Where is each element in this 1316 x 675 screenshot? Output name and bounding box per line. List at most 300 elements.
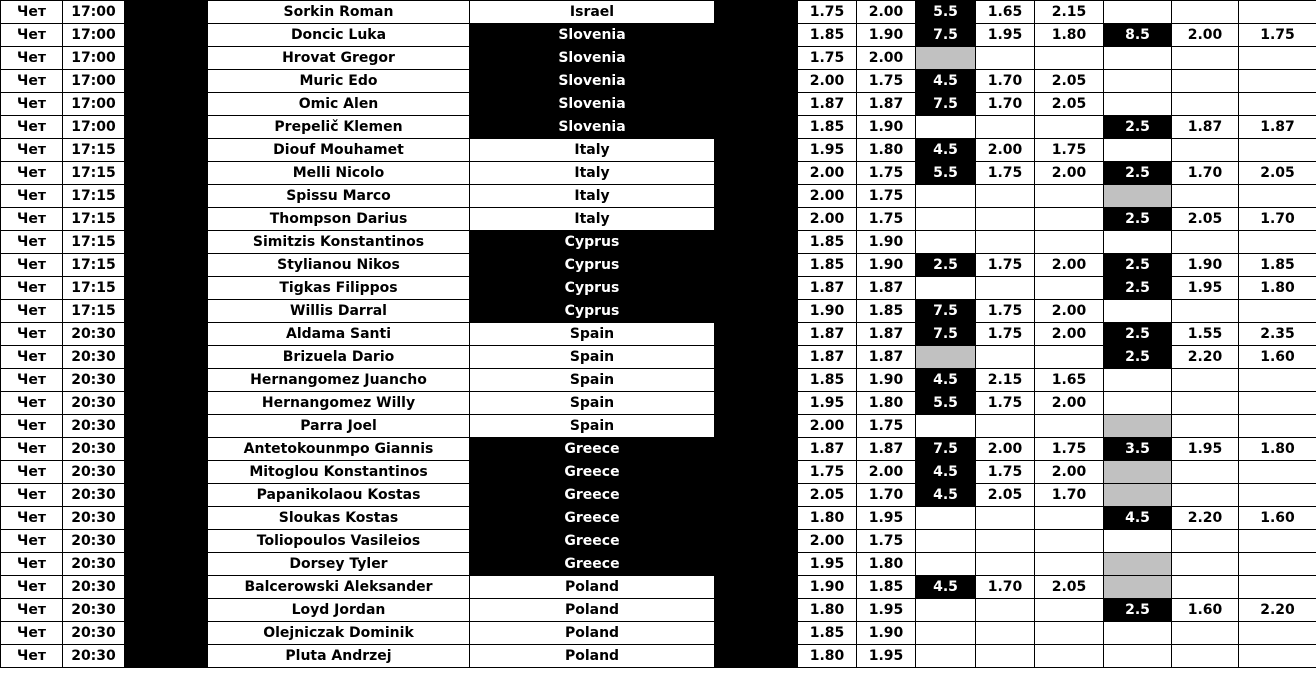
assists-over-odds[interactable]: 1.95 — [1172, 438, 1239, 461]
points-over-odds[interactable]: 1.85 — [798, 622, 857, 645]
points-over-odds[interactable]: 1.85 — [798, 254, 857, 277]
assists-under-odds[interactable]: 1.80 — [1239, 438, 1316, 461]
table-row[interactable] — [1, 116, 1316, 139]
player-name-cell: Mitoglou Konstantinos — [208, 461, 470, 484]
rebounds-under-odds[interactable]: 2.05 — [1035, 93, 1104, 116]
assists-line-cell: 4.5 — [1104, 507, 1172, 530]
rebounds-under-odds[interactable] — [1035, 185, 1104, 208]
table-row[interactable] — [1, 254, 1316, 277]
time-cell: 20:30 — [63, 369, 125, 392]
points-under-odds[interactable]: 1.70 — [857, 484, 916, 507]
assists-under-odds[interactable]: 1.75 — [1239, 24, 1316, 47]
points-over-odds[interactable]: 2.05 — [798, 484, 857, 507]
points-over-odds[interactable]: 1.90 — [798, 576, 857, 599]
rebounds-over-odds[interactable]: 1.75 — [976, 392, 1035, 415]
assists-under-odds[interactable] — [1239, 530, 1316, 553]
country-cell: Greece — [470, 438, 715, 461]
table-row[interactable] — [1, 346, 1316, 369]
points-under-odds[interactable]: 1.87 — [857, 277, 916, 300]
rebounds-line-cell: 7.5 — [916, 300, 976, 323]
table-row[interactable] — [1, 185, 1316, 208]
points-line-cell: 14.5 — [715, 300, 798, 323]
points-under-odds[interactable]: 1.95 — [857, 599, 916, 622]
time-cell: 17:15 — [63, 139, 125, 162]
points-under-odds[interactable]: 1.85 — [857, 576, 916, 599]
assists-line-cell — [1104, 553, 1172, 576]
event-code-cell: 8371 — [125, 599, 208, 622]
rebounds-under-odds[interactable]: 2.00 — [1035, 162, 1104, 185]
points-under-odds[interactable]: 1.90 — [857, 231, 916, 254]
rebounds-over-odds[interactable] — [976, 645, 1035, 668]
table-row[interactable] — [1, 553, 1316, 576]
points-line-cell: 17.5 — [715, 323, 798, 346]
country-cell: Spain — [470, 369, 715, 392]
assists-over-odds[interactable]: 1.87 — [1172, 116, 1239, 139]
rebounds-line-cell: 2.5 — [916, 254, 976, 277]
assists-over-odds[interactable] — [1172, 70, 1239, 93]
country-cell: Slovenia — [470, 93, 715, 116]
assists-under-odds[interactable] — [1239, 139, 1316, 162]
day-cell: Чет — [1, 24, 63, 47]
assists-over-odds[interactable] — [1172, 1, 1239, 24]
country-cell: Spain — [470, 346, 715, 369]
assists-under-odds[interactable] — [1239, 185, 1316, 208]
table-row[interactable] — [1, 1, 1316, 24]
assists-under-odds[interactable] — [1239, 47, 1316, 70]
player-name-cell: Prepelič Klemen — [208, 116, 470, 139]
points-over-odds[interactable]: 1.95 — [798, 392, 857, 415]
assists-over-odds[interactable]: 2.20 — [1172, 346, 1239, 369]
rebounds-over-odds[interactable]: 2.05 — [976, 484, 1035, 507]
day-cell: Чет — [1, 369, 63, 392]
rebounds-over-odds[interactable] — [976, 185, 1035, 208]
assists-under-odds[interactable] — [1239, 622, 1316, 645]
rebounds-over-odds[interactable]: 1.75 — [976, 254, 1035, 277]
rebounds-over-odds[interactable] — [976, 277, 1035, 300]
rebounds-under-odds[interactable] — [1035, 507, 1104, 530]
rebounds-under-odds[interactable] — [1035, 116, 1104, 139]
points-over-odds[interactable]: 1.85 — [798, 116, 857, 139]
assists-over-odds[interactable] — [1172, 185, 1239, 208]
assists-under-odds[interactable] — [1239, 461, 1316, 484]
rebounds-under-odds[interactable]: 2.00 — [1035, 392, 1104, 415]
assists-line-cell: 2.5 — [1104, 599, 1172, 622]
points-under-odds[interactable]: 2.00 — [857, 1, 916, 24]
assists-under-odds[interactable] — [1239, 553, 1316, 576]
assists-over-odds[interactable] — [1172, 530, 1239, 553]
points-over-odds[interactable]: 1.87 — [798, 93, 857, 116]
points-over-odds[interactable]: 1.75 — [798, 47, 857, 70]
rebounds-over-odds[interactable]: 2.00 — [976, 438, 1035, 461]
assists-under-odds[interactable] — [1239, 369, 1316, 392]
points-over-odds[interactable]: 1.75 — [798, 461, 857, 484]
assists-line-cell — [1104, 645, 1172, 668]
assists-line-cell: 2.5 — [1104, 277, 1172, 300]
points-line-cell: 8.5 — [715, 576, 798, 599]
assists-line-cell — [1104, 93, 1172, 116]
player-name-cell: Tigkas Filippos — [208, 277, 470, 300]
table-row[interactable] — [1, 461, 1316, 484]
event-code-cell: 8345 — [125, 24, 208, 47]
time-cell: 17:00 — [63, 47, 125, 70]
points-under-odds[interactable]: 1.87 — [857, 346, 916, 369]
day-cell: Чет — [1, 645, 63, 668]
points-under-odds[interactable]: 2.00 — [857, 461, 916, 484]
assists-over-odds[interactable] — [1172, 461, 1239, 484]
table-row[interactable] — [1, 392, 1316, 415]
time-cell: 20:30 — [63, 507, 125, 530]
rebounds-under-odds[interactable] — [1035, 47, 1104, 70]
assists-under-odds[interactable] — [1239, 415, 1316, 438]
table-row[interactable] — [1, 70, 1316, 93]
country-cell: Slovenia — [470, 70, 715, 93]
rebounds-over-odds[interactable] — [976, 231, 1035, 254]
points-under-odds[interactable]: 1.75 — [857, 208, 916, 231]
assists-over-odds[interactable] — [1172, 139, 1239, 162]
event-code-cell: 8373 — [125, 645, 208, 668]
assists-under-odds[interactable] — [1239, 93, 1316, 116]
assists-over-odds[interactable] — [1172, 369, 1239, 392]
rebounds-line-cell — [916, 47, 976, 70]
time-cell: 17:15 — [63, 300, 125, 323]
time-cell: 17:00 — [63, 93, 125, 116]
rebounds-under-odds[interactable]: 2.00 — [1035, 254, 1104, 277]
points-over-odds[interactable]: 1.85 — [798, 231, 857, 254]
rebounds-line-cell — [916, 116, 976, 139]
rebounds-under-odds[interactable]: 2.00 — [1035, 323, 1104, 346]
points-under-odds[interactable]: 1.80 — [857, 553, 916, 576]
table-row[interactable] — [1, 93, 1316, 116]
table-row[interactable] — [1, 507, 1316, 530]
player-name-cell: Aldama Santi — [208, 323, 470, 346]
points-under-odds[interactable]: 1.95 — [857, 645, 916, 668]
points-line-cell: 10.5 — [715, 346, 798, 369]
points-under-odds[interactable]: 1.75 — [857, 530, 916, 553]
points-line-cell: 6.5 — [715, 622, 798, 645]
points-line-cell: 9.5 — [715, 507, 798, 530]
assists-under-odds[interactable] — [1239, 231, 1316, 254]
table-row[interactable] — [1, 24, 1316, 47]
assists-over-odds[interactable] — [1172, 392, 1239, 415]
rebounds-over-odds[interactable]: 1.95 — [976, 24, 1035, 47]
table-row[interactable] — [1, 438, 1316, 461]
points-under-odds[interactable]: 1.87 — [857, 93, 916, 116]
rebounds-over-odds[interactable] — [976, 346, 1035, 369]
rebounds-over-odds[interactable] — [976, 208, 1035, 231]
points-over-odds[interactable]: 2.00 — [798, 185, 857, 208]
points-line-cell: 8.5 — [715, 208, 798, 231]
points-under-odds[interactable]: 1.80 — [857, 392, 916, 415]
points-over-odds[interactable]: 1.90 — [798, 300, 857, 323]
time-cell: 20:30 — [63, 346, 125, 369]
assists-over-odds[interactable]: 2.00 — [1172, 24, 1239, 47]
assists-line-cell — [1104, 576, 1172, 599]
day-cell: Чет — [1, 300, 63, 323]
rebounds-under-odds[interactable]: 2.15 — [1035, 1, 1104, 24]
day-cell: Чет — [1, 208, 63, 231]
rebounds-under-odds[interactable] — [1035, 208, 1104, 231]
rebounds-over-odds[interactable] — [976, 507, 1035, 530]
points-line-cell: 6.5 — [715, 530, 798, 553]
assists-under-odds[interactable]: 1.60 — [1239, 346, 1316, 369]
points-over-odds[interactable]: 1.87 — [798, 323, 857, 346]
assists-under-odds[interactable] — [1239, 576, 1316, 599]
points-over-odds[interactable]: 1.95 — [798, 139, 857, 162]
rebounds-over-odds[interactable]: 1.70 — [976, 93, 1035, 116]
points-over-odds[interactable]: 1.80 — [798, 599, 857, 622]
rebounds-under-odds[interactable]: 1.75 — [1035, 139, 1104, 162]
points-over-odds[interactable]: 1.85 — [798, 24, 857, 47]
rebounds-over-odds[interactable]: 1.75 — [976, 162, 1035, 185]
points-under-odds[interactable]: 1.75 — [857, 415, 916, 438]
assists-line-cell — [1104, 300, 1172, 323]
points-under-odds[interactable]: 1.75 — [857, 185, 916, 208]
points-line-cell: 8.5 — [715, 369, 798, 392]
rebounds-under-odds[interactable] — [1035, 622, 1104, 645]
assists-over-odds[interactable] — [1172, 622, 1239, 645]
player-name-cell: Melli Nicolo — [208, 162, 470, 185]
day-cell: Чет — [1, 185, 63, 208]
assists-under-odds[interactable]: 2.05 — [1239, 162, 1316, 185]
points-under-odds[interactable]: 1.87 — [857, 323, 916, 346]
table-row[interactable] — [1, 530, 1316, 553]
rebounds-over-odds[interactable] — [976, 622, 1035, 645]
event-code-cell: 8333 — [125, 415, 208, 438]
rebounds-under-odds[interactable]: 2.00 — [1035, 300, 1104, 323]
assists-under-odds[interactable] — [1239, 484, 1316, 507]
time-cell: 17:15 — [63, 254, 125, 277]
assists-over-odds[interactable] — [1172, 484, 1239, 507]
assists-under-odds[interactable] — [1239, 70, 1316, 93]
rebounds-over-odds[interactable]: 1.75 — [976, 300, 1035, 323]
rebounds-line-cell: 7.5 — [916, 24, 976, 47]
event-code-cell: 8338 — [125, 530, 208, 553]
points-over-odds[interactable]: 1.75 — [798, 1, 857, 24]
rebounds-over-odds[interactable]: 1.75 — [976, 461, 1035, 484]
assists-under-odds[interactable]: 1.87 — [1239, 116, 1316, 139]
assists-over-odds[interactable] — [1172, 93, 1239, 116]
points-under-odds[interactable]: 1.80 — [857, 139, 916, 162]
player-name-cell: Hernangomez Willy — [208, 392, 470, 415]
table-row[interactable] — [1, 622, 1316, 645]
assists-over-odds[interactable] — [1172, 553, 1239, 576]
country-cell: Italy — [470, 208, 715, 231]
assists-under-odds[interactable] — [1239, 645, 1316, 668]
rebounds-over-odds[interactable]: 2.15 — [976, 369, 1035, 392]
assists-over-odds[interactable] — [1172, 645, 1239, 668]
assists-under-odds[interactable] — [1239, 1, 1316, 24]
points-under-odds[interactable]: 1.90 — [857, 116, 916, 139]
assists-over-odds[interactable]: 2.05 — [1172, 208, 1239, 231]
day-cell: Чет — [1, 47, 63, 70]
assists-over-odds[interactable] — [1172, 300, 1239, 323]
table-row[interactable] — [1, 576, 1316, 599]
table-row[interactable] — [1, 415, 1316, 438]
assists-under-odds[interactable]: 1.80 — [1239, 277, 1316, 300]
rebounds-line-cell: 4.5 — [916, 369, 976, 392]
assists-line-cell: 2.5 — [1104, 208, 1172, 231]
rebounds-under-odds[interactable] — [1035, 346, 1104, 369]
points-under-odds[interactable]: 1.87 — [857, 438, 916, 461]
rebounds-under-odds[interactable] — [1035, 277, 1104, 300]
country-cell: Spain — [470, 323, 715, 346]
table-row[interactable] — [1, 208, 1316, 231]
points-under-odds[interactable]: 1.90 — [857, 369, 916, 392]
rebounds-under-odds[interactable]: 2.05 — [1035, 70, 1104, 93]
points-under-odds[interactable]: 1.85 — [857, 300, 916, 323]
event-code-cell: 8334 — [125, 438, 208, 461]
rebounds-line-cell — [916, 553, 976, 576]
rebounds-line-cell: 4.5 — [916, 70, 976, 93]
rebounds-line-cell: 7.5 — [916, 93, 976, 116]
points-under-odds[interactable]: 1.75 — [857, 70, 916, 93]
rebounds-over-odds[interactable]: 2.00 — [976, 139, 1035, 162]
assists-under-odds[interactable]: 1.85 — [1239, 254, 1316, 277]
rebounds-under-odds[interactable] — [1035, 231, 1104, 254]
time-cell: 20:30 — [63, 392, 125, 415]
points-over-odds[interactable]: 1.87 — [798, 277, 857, 300]
day-cell: Чет — [1, 323, 63, 346]
assists-over-odds[interactable]: 1.60 — [1172, 599, 1239, 622]
points-line-cell: 5.5 — [715, 484, 798, 507]
day-cell: Чет — [1, 484, 63, 507]
assists-under-odds[interactable]: 1.70 — [1239, 208, 1316, 231]
points-line-cell: 10.5 — [715, 139, 798, 162]
points-over-odds[interactable]: 1.85 — [798, 369, 857, 392]
rebounds-under-odds[interactable]: 2.00 — [1035, 461, 1104, 484]
table-row[interactable] — [1, 162, 1316, 185]
points-over-odds[interactable]: 2.00 — [798, 208, 857, 231]
rebounds-over-odds[interactable]: 1.65 — [976, 1, 1035, 24]
assists-over-odds[interactable] — [1172, 415, 1239, 438]
event-code-cell: 8372 — [125, 622, 208, 645]
points-under-odds[interactable]: 2.00 — [857, 47, 916, 70]
points-under-odds[interactable]: 1.90 — [857, 254, 916, 277]
event-code-cell: 8336 — [125, 484, 208, 507]
points-under-odds[interactable]: 1.90 — [857, 24, 916, 47]
day-cell: Чет — [1, 576, 63, 599]
points-over-odds[interactable]: 1.80 — [798, 645, 857, 668]
rebounds-under-odds[interactable] — [1035, 530, 1104, 553]
event-code-cell: 8344 — [125, 1, 208, 24]
assists-line-cell: 2.5 — [1104, 346, 1172, 369]
assists-over-odds[interactable]: 2.20 — [1172, 507, 1239, 530]
assists-over-odds[interactable]: 1.90 — [1172, 254, 1239, 277]
time-cell: 17:15 — [63, 185, 125, 208]
table-row[interactable] — [1, 599, 1316, 622]
event-code-cell: 8335 — [125, 461, 208, 484]
assists-under-odds[interactable]: 2.20 — [1239, 599, 1316, 622]
points-under-odds[interactable]: 1.75 — [857, 162, 916, 185]
points-over-odds[interactable]: 2.00 — [798, 415, 857, 438]
points-over-odds[interactable]: 2.00 — [798, 162, 857, 185]
table-row[interactable] — [1, 645, 1316, 668]
rebounds-over-odds[interactable] — [976, 530, 1035, 553]
rebounds-under-odds[interactable] — [1035, 415, 1104, 438]
player-name-cell: Dorsey Tyler — [208, 553, 470, 576]
points-line-cell: 9.5 — [715, 70, 798, 93]
table-row[interactable] — [1, 277, 1316, 300]
rebounds-over-odds[interactable] — [976, 415, 1035, 438]
points-over-odds[interactable]: 1.87 — [798, 438, 857, 461]
assists-over-odds[interactable] — [1172, 47, 1239, 70]
rebounds-under-odds[interactable]: 1.65 — [1035, 369, 1104, 392]
points-over-odds[interactable]: 2.00 — [798, 530, 857, 553]
rebounds-under-odds[interactable] — [1035, 599, 1104, 622]
rebounds-over-odds[interactable] — [976, 599, 1035, 622]
player-name-cell: Parra Joel — [208, 415, 470, 438]
assists-over-odds[interactable] — [1172, 231, 1239, 254]
assists-over-odds[interactable]: 1.70 — [1172, 162, 1239, 185]
assists-under-odds[interactable]: 1.60 — [1239, 507, 1316, 530]
time-cell: 20:30 — [63, 530, 125, 553]
table-row[interactable] — [1, 47, 1316, 70]
assists-over-odds[interactable] — [1172, 576, 1239, 599]
rebounds-over-odds[interactable]: 1.70 — [976, 70, 1035, 93]
table-row[interactable] — [1, 139, 1316, 162]
country-cell: Spain — [470, 392, 715, 415]
assists-over-odds[interactable]: 1.95 — [1172, 277, 1239, 300]
assists-under-odds[interactable] — [1239, 392, 1316, 415]
rebounds-under-odds[interactable]: 1.70 — [1035, 484, 1104, 507]
points-over-odds[interactable]: 1.87 — [798, 346, 857, 369]
assists-under-odds[interactable] — [1239, 300, 1316, 323]
assists-line-cell — [1104, 530, 1172, 553]
time-cell: 17:15 — [63, 208, 125, 231]
table-row[interactable] — [1, 369, 1316, 392]
time-cell: 20:30 — [63, 438, 125, 461]
rebounds-under-odds[interactable]: 1.75 — [1035, 438, 1104, 461]
points-under-odds[interactable]: 1.95 — [857, 507, 916, 530]
player-name-cell: Muric Edo — [208, 70, 470, 93]
points-over-odds[interactable]: 2.00 — [798, 70, 857, 93]
rebounds-line-cell — [916, 231, 976, 254]
assists-over-odds[interactable]: 1.55 — [1172, 323, 1239, 346]
rebounds-over-odds[interactable] — [976, 47, 1035, 70]
points-line-cell: 19.5 — [715, 599, 798, 622]
event-code-cell: 8415 — [125, 185, 208, 208]
time-cell: 20:30 — [63, 576, 125, 599]
rebounds-line-cell — [916, 277, 976, 300]
rebounds-over-odds[interactable] — [976, 553, 1035, 576]
rebounds-line-cell: 7.5 — [916, 438, 976, 461]
points-over-odds[interactable]: 1.80 — [798, 507, 857, 530]
rebounds-line-cell: 4.5 — [916, 139, 976, 162]
assists-line-cell — [1104, 392, 1172, 415]
rebounds-under-odds[interactable] — [1035, 645, 1104, 668]
country-cell: Cyprus — [470, 231, 715, 254]
table-row[interactable] — [1, 484, 1316, 507]
table-row[interactable] — [1, 300, 1316, 323]
rebounds-line-cell — [916, 645, 976, 668]
rebounds-under-odds[interactable]: 2.05 — [1035, 576, 1104, 599]
points-under-odds[interactable]: 1.90 — [857, 622, 916, 645]
day-cell: Чет — [1, 277, 63, 300]
rebounds-over-odds[interactable] — [976, 116, 1035, 139]
day-cell: Чет — [1, 1, 63, 24]
table-row[interactable] — [1, 231, 1316, 254]
rebounds-over-odds[interactable]: 1.70 — [976, 576, 1035, 599]
table-row[interactable] — [1, 323, 1316, 346]
day-cell: Чет — [1, 70, 63, 93]
country-cell: Cyprus — [470, 254, 715, 277]
rebounds-under-odds[interactable]: 1.80 — [1035, 24, 1104, 47]
points-over-odds[interactable]: 1.95 — [798, 553, 857, 576]
assists-under-odds[interactable]: 2.35 — [1239, 323, 1316, 346]
rebounds-under-odds[interactable] — [1035, 553, 1104, 576]
rebounds-over-odds[interactable]: 1.75 — [976, 323, 1035, 346]
player-name-cell: Doncic Luka — [208, 24, 470, 47]
